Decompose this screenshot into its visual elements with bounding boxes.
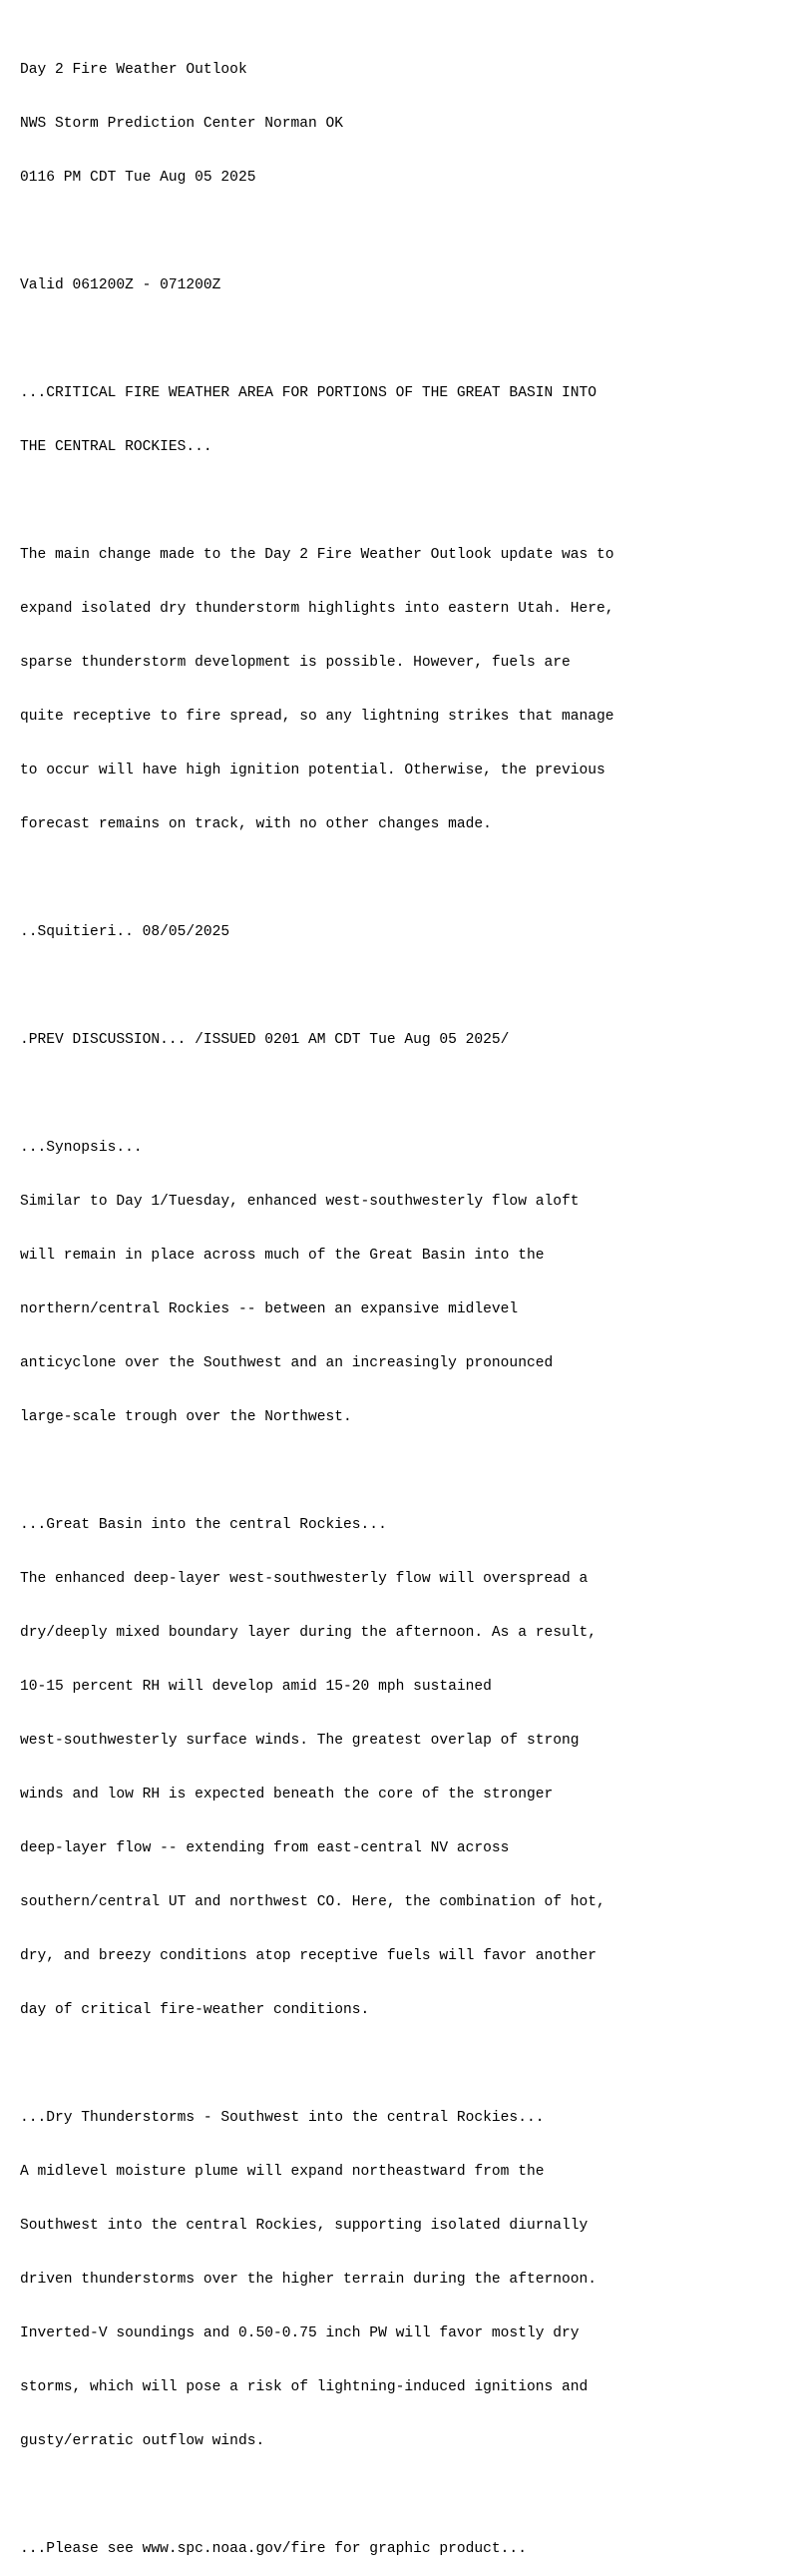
forecaster-signature: ..Squitieri.. 08/05/2025 <box>20 924 230 940</box>
dry-thunderstorms-line: Southwest into the central Rockies, supporting isolated diurnally <box>20 2218 589 2234</box>
great-basin-heading: ...Great Basin into the central Rockies... <box>20 1517 387 1533</box>
synopsis-line: Similar to Day 1/Tuesday, enhanced west-southwesterly flow aloft <box>20 1194 580 1210</box>
synopsis-line: northern/central Rockies -- between an expansive midlevel <box>20 1301 519 1317</box>
synopsis-heading: ...Synopsis... <box>20 1140 143 1156</box>
spacer <box>20 223 788 241</box>
update-summary-line: The main change made to the Day 2 Fire Weather Outlook update was to <box>20 547 614 563</box>
prev-discussion-header: .PREV DISCUSSION... /ISSUED 0201 AM CDT Tue Aug 05 2025/ <box>20 1032 510 1048</box>
spacer <box>20 1085 788 1103</box>
great-basin-line: dry/deeply mixed boundary layer during the afternoon. As a result, <box>20 1625 598 1641</box>
spacer <box>20 977 788 995</box>
synopsis-line: anticyclone over the Southwest and an increasingly pronounced <box>20 1355 554 1371</box>
spacer <box>20 2055 788 2073</box>
update-summary-line: forecast remains on track, with no other changes made. <box>20 816 492 832</box>
spacer <box>20 492 788 510</box>
graphic-product-note: ...Please see www.spc.noaa.gov/fire for graphic product... <box>20 2541 527 2557</box>
outlook-title: Day 2 Fire Weather Outlook <box>20 62 247 78</box>
great-basin-line: winds and low RH is expected beneath the core of the stronger <box>20 1787 554 1803</box>
great-basin-line: 10-15 percent RH will develop amid 15-20 mph sustained <box>20 1679 492 1695</box>
valid-period: Valid 061200Z - 071200Z <box>20 277 221 293</box>
update-summary-line: sparse thunderstorm development is possible. However, fuels are <box>20 655 571 671</box>
update-summary-line: quite receptive to fire spread, so any lightning strikes that manage <box>20 709 614 725</box>
dry-thunderstorms-line: driven thunderstorms over the higher terrain during the afternoon. <box>20 2272 598 2288</box>
synopsis-line: large-scale trough over the Northwest. <box>20 1409 352 1425</box>
great-basin-line: day of critical fire-weather conditions. <box>20 2002 370 2018</box>
spacer <box>20 869 788 887</box>
spacer <box>20 330 788 348</box>
dry-thunderstorms-line: Inverted-V soundings and 0.50-0.75 inch PW will favor mostly dry <box>20 2325 580 2341</box>
issue-time: 0116 PM CDT Tue Aug 05 2025 <box>20 170 256 186</box>
synopsis-line: will remain in place across much of the Great Basin into the <box>20 1248 545 1264</box>
great-basin-line: deep-layer flow -- extending from east-central NV across <box>20 1840 510 1856</box>
spacer <box>20 2486 788 2504</box>
critical-headline-line: ...CRITICAL FIRE WEATHER AREA FOR PORTIONS OF THE GREAT BASIN INTO <box>20 385 598 401</box>
fire-weather-outlook-text <box>20 25 788 2576</box>
spacer <box>20 1462 788 1480</box>
great-basin-line: The enhanced deep-layer west-southwesterly flow will overspread a <box>20 1571 589 1587</box>
great-basin-line: dry, and breezy conditions atop receptive fuels will favor another <box>20 1948 598 1964</box>
update-summary-line: to occur will have high ignition potential. Otherwise, the previous <box>20 763 605 778</box>
dry-thunderstorms-line: storms, which will pose a risk of lightning-induced ignitions and <box>20 2379 589 2395</box>
issuing-office: NWS Storm Prediction Center Norman OK <box>20 116 344 132</box>
great-basin-line: west-southwesterly surface winds. The greatest overlap of strong <box>20 1733 580 1749</box>
update-summary-line: expand isolated dry thunderstorm highlights into eastern Utah. Here, <box>20 601 614 617</box>
dry-thunderstorms-line: A midlevel moisture plume will expand northeastward from the <box>20 2164 545 2180</box>
great-basin-line: southern/central UT and northwest CO. Here, the combination of hot, <box>20 1894 605 1910</box>
dry-thunderstorms-heading: ...Dry Thunderstorms - Southwest into the central Rockies... <box>20 2110 545 2126</box>
dry-thunderstorms-line: gusty/erratic outflow winds. <box>20 2433 265 2449</box>
critical-headline-line: THE CENTRAL ROCKIES... <box>20 439 212 455</box>
